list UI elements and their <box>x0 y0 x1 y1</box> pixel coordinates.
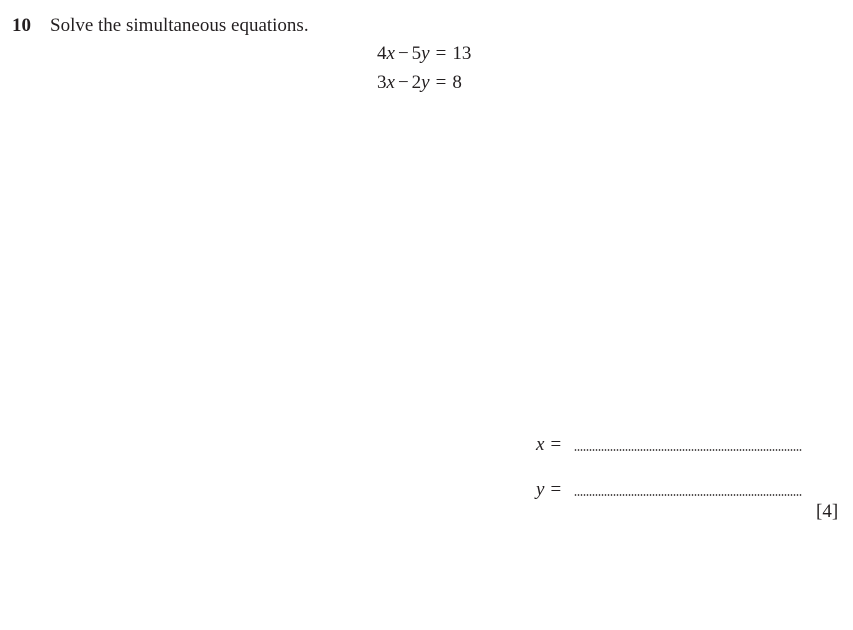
equation-2-rhs: 8 <box>452 72 462 93</box>
equation-2-var-x: x <box>386 72 395 93</box>
answer-y-equals: = <box>550 479 562 500</box>
answer-x-var: x <box>536 434 545 455</box>
question-text: Solve the simultaneous equations. <box>50 15 309 36</box>
equation-1-coef-y: 5 <box>411 43 422 64</box>
equation-2-operator: − <box>397 72 409 93</box>
equation-2-coef-y: 2 <box>411 72 422 93</box>
equation-1-var-x: x <box>386 43 395 64</box>
equation-1-var-y: y <box>421 43 430 64</box>
equation-1-coef-x: 4 <box>377 43 387 64</box>
question-number: 10 <box>12 15 31 36</box>
equation-2-var-y: y <box>421 72 430 93</box>
answer-y-var: y <box>536 479 545 500</box>
equation-1 <box>377 43 471 65</box>
answer-label-x <box>536 434 561 456</box>
equation-2 <box>377 72 462 94</box>
answer-label-y <box>536 479 561 501</box>
equation-1-operator: − <box>397 43 409 64</box>
marks-allocation: [4] <box>816 501 839 522</box>
equation-1-equals: = <box>435 43 447 64</box>
equation-2-equals: = <box>435 72 447 93</box>
equation-1-rhs: 13 <box>452 43 472 64</box>
answer-line-x[interactable] <box>574 449 802 451</box>
answer-x-equals: = <box>550 434 562 455</box>
equation-2-coef-x: 3 <box>377 72 387 93</box>
answer-line-y[interactable] <box>574 494 802 496</box>
